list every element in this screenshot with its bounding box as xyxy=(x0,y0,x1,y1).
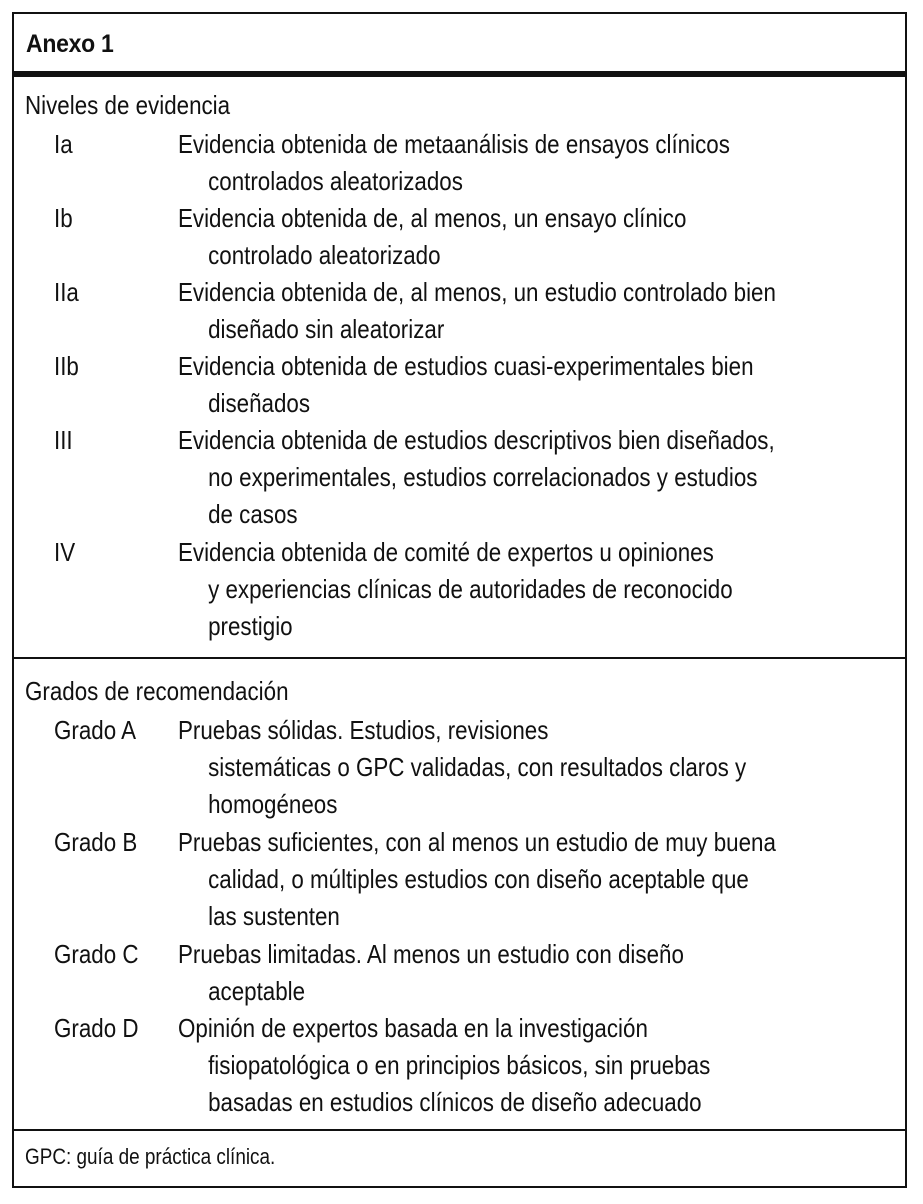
recommendation-description xyxy=(178,712,892,823)
description-line: diseñado sin aleatorizar xyxy=(208,314,445,344)
evidence-level: III xyxy=(54,425,73,455)
evidence-description xyxy=(178,422,892,533)
recommendation-description xyxy=(178,1010,892,1121)
annex-table xyxy=(12,12,907,1188)
description-line: diseñados xyxy=(208,388,311,418)
description-line: sistemáticas o GPC validadas, con resultados claros y xyxy=(208,752,747,782)
description-line: Pruebas limitadas. Al menos un estudio con diseño xyxy=(178,939,684,969)
evidence-description xyxy=(178,274,892,348)
description-line: Evidencia obtenida de estudios descriptivos bien diseñados, xyxy=(178,425,775,455)
evidence-level: IIa xyxy=(54,277,79,307)
section-divider xyxy=(14,657,905,659)
description-line: Evidencia obtenida de, al menos, un estudio controlado bien xyxy=(178,277,776,307)
recommendation-description xyxy=(178,936,892,1010)
evidence-heading: Niveles de evidencia xyxy=(25,90,231,120)
description-line: Evidencia obtenida de, al menos, un ensayo clínico xyxy=(178,203,687,233)
description-line: y experiencias clínicas de autoridades de reconocido xyxy=(208,574,733,604)
evidence-description xyxy=(178,200,892,274)
footnote: GPC: guía de práctica clínica. xyxy=(25,1144,276,1169)
evidence-description xyxy=(178,126,892,200)
description-line: Pruebas sólidas. Estudios, revisiones xyxy=(178,715,549,745)
recommendation-heading: Grados de recomendación xyxy=(25,676,289,706)
description-line: las sustenten xyxy=(208,901,340,931)
description-line: fisiopatológica o en principios básicos, sin pruebas xyxy=(208,1050,711,1080)
recommendation-grade: Grado C xyxy=(54,939,139,969)
description-line: no experimentales, estudios correlacionados y estudios xyxy=(208,462,758,492)
title-divider xyxy=(14,71,905,77)
description-line: controlados aleatorizados xyxy=(208,166,463,196)
recommendation-grade: Grado D xyxy=(54,1013,139,1043)
description-line: Evidencia obtenida de comité de expertos u opiniones xyxy=(178,537,714,567)
description-line: Evidencia obtenida de metaanálisis de ensayos clínicos xyxy=(178,129,730,159)
description-line: Pruebas suficientes, con al menos un estudio de muy buena xyxy=(178,827,776,857)
description-line: basadas en estudios clínicos de diseño adecuado xyxy=(208,1087,702,1117)
description-line: Opinión de expertos basada en la investigación xyxy=(178,1013,648,1043)
evidence-level: IIb xyxy=(54,351,79,381)
evidence-description xyxy=(178,534,892,645)
recommendation-description xyxy=(178,824,892,935)
description-line: calidad, o múltiples estudios con diseño aceptable que xyxy=(208,864,749,894)
description-line: prestigio xyxy=(208,611,293,641)
recommendation-grade: Grado B xyxy=(54,827,138,857)
evidence-level: Ib xyxy=(54,203,73,233)
description-line: homogéneos xyxy=(208,789,338,819)
description-line: de casos xyxy=(208,499,298,529)
recommendation-grade: Grado A xyxy=(54,715,137,745)
footnote-divider xyxy=(14,1129,905,1131)
evidence-level: Ia xyxy=(54,129,73,159)
evidence-level: IV xyxy=(54,537,76,567)
evidence-description xyxy=(178,348,892,422)
description-line: Evidencia obtenida de estudios cuasi-experimentales bien xyxy=(178,351,754,381)
description-line: aceptable xyxy=(208,976,306,1006)
annex-title: Anexo 1 xyxy=(26,30,114,58)
description-line: controlado aleatorizado xyxy=(208,240,441,270)
